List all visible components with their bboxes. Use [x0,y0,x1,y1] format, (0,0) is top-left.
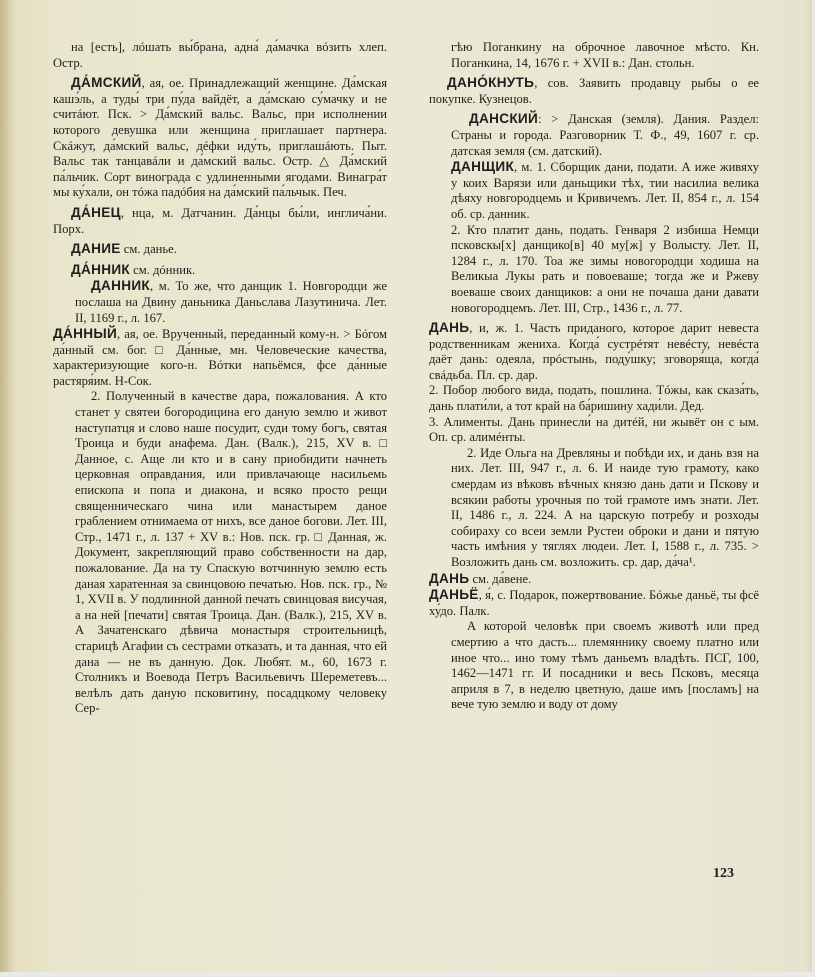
entry-text: , ая, ое. Врученный, переданный кому-н. > Бóгом да́нный см. бог. □ Да́нные, мн. Человеческие качества, характеризующие кого-н. Вóтки напьёмся, фсе да́нные растяря́им. Н-Сок. [53,327,387,388]
entry-damskiy [53,75,387,201]
entry-text: см. да́вене. [469,571,532,586]
headword: ДАНЬ [429,320,470,336]
entry-danyo [429,587,759,619]
right-column [429,40,759,713]
entry-dannik-ref [53,262,387,279]
entry-text: см. данье. [120,242,177,257]
entry-text: , я́, с. Подарок, пожертвование. Бóжье даньё, ты фсё ху́до. Палк. [429,588,759,618]
entry-text: , сов. Заявить продавцу рыбы о ее покупке. Кузнецов. [429,76,759,106]
headword: ДАНИЕ [71,241,121,257]
entry-text: А которой человѣк при своемъ животѣ или пред смертию а что дасть... племяннику своему платно или иное что... ино тому тѣмъ даньемъ владѣть. ПСГ, 100, 1462—1471 гг. И посадники и весь Псковъ, месяца априля в 7, в неделю цветную, даше имъ [посламъ] на вече тую землю и воду от дому [451,619,759,712]
headword: ДАНЬЁ [429,587,479,603]
continuation-text [429,40,759,71]
headword: ДА́НЕЦ [71,204,121,220]
headword: ДАНСКИЙ [469,111,539,127]
entry-danskiy [429,111,759,159]
sense-2-danny [53,389,387,716]
entry-dan-ref [429,571,759,588]
page-number: 123 [713,866,734,881]
headword: ДАНЩИК [451,159,515,175]
entry-text: , ая, ое. Принадлежащий женщине. Да́мская кашэ́ль, а туды́ три пу́да вайдёт, а да́мскаю су́мачку и не считáют. Пск. > Да́мский вальс. Вальс, при исполнении которого девушка или женщина приглашает партнера. Скáжут, да́мский вальс, дéфки иду́ть, приглашáють. Пыт. Вальс так танцавáли и да́мский вальс. Остр. △ Да́мский па́льчик. Сорт винограда с удлиненными ягодами. Винагра́т мы ку́хали, он тóжа падóбия на да́мский па́льчык. Печ. [53,76,387,200]
entry-text: на [есть], лóшать вы́брана, адна́ да́мачка вóзить хлеп. Остр. [53,40,387,70]
headword: ДАННИК [91,278,151,294]
headword: ДА́МСКИЙ [71,75,142,91]
entry-text: 3. Алименты. Дань принесли́ на дитéй, ни жывёт он с ым. Оп. ср. алимéнты. [429,414,759,445]
historical-sense-2-dan [429,446,759,571]
entry-text: гѣю Поганкину на оброчное лавочное мѣсто. Кн. Поганкина, 14, 1676 г. + XVII в.: Дан. стольн. [451,40,759,70]
entry-dannik [53,278,387,326]
entry-text: см. дóнник. [130,262,196,277]
entry-text: , и, ж. 1. Часть приданого, которое дарит невеста родственникам жениха. Когда́ сустрéтят невéсту, невéста даёт дань: одеяла, прóстынь, поду́шку; зговоря́ща, когда́ свáдьба. Пл. ср. дар. [429,321,759,382]
entry-danoknut [429,75,759,107]
entry-text: , м. То же, что данщик 1. Новгородци же послаша на Двину даньника Даньслава Лазутинича. Лет. II, 1169 г., л. 167. [75,279,387,325]
headword: ДА́ННЫЙ [53,326,118,342]
continuation-text [53,40,387,71]
entry-text: 2. Иде Ольга на Древляны и побѣди их, и дань взя на них. Лет. III, 947 г., л. 6. И наиде тую грамоту, како смердам из вѣковъ вѣчных князю дань дати и Пскову и всякии работы урочныя по той грамоте имъ знати. Лет. II, 1486 г., л. 224. А на царскую потребу и розходы собираху со всеи земли Рустеи оброки и дани и пятую часть имѣния у тяглях людеи. Лет. I, 1588 г., л. 735. > Возложить дань см. возложить. ср. дар, да́ча¹. [451,445,759,569]
entry-danny [53,326,387,389]
entry-text: 2. Побор любого вида, подать, пошлина. Тóжы, как сказа́ть, дань плати́ли, а тот край на ба́ришину хади́ли. Дед. [429,383,759,414]
entry-text: , нца, м. Датчанин. Да́нцы бы́ли, инглича́ни. Порх. [53,205,387,236]
left-column [53,40,387,717]
entry-text: , м. 1. Сборщик дани, подати. А иже живяху у коих Варязи или даньщики тѣх, тии насилиа велика дѣяху новгородцемь и Кривичемъ. Лет. II, 854 г., л. 154 об. ср. данник. [451,160,759,221]
historical-sense-danyo [429,619,759,713]
entry-text: : > Данская (земля). Дания. Раздел: Страны и города. Разговорник Т. Ф., 49, 1607 г. ср. датская земля (см. датский). [451,112,759,158]
sense-2-danshchik [429,223,759,317]
entry-danie [53,241,387,258]
headword: ДАНО́КНУТЬ [447,75,535,91]
sense-2-dan [429,383,759,414]
sense-3-dan [429,415,759,446]
headword: ДАНЬ [429,570,470,586]
headword: ДА́ННИК [71,261,131,277]
entry-text: 2. Кто платит дань, подать. Генваря 2 избиша Немци псковскы[х] данщико[в] 40 му[ж] у Волысту. Лет. II, 1284 г., л. 170. Тоа же зимы новогородци ходиша на Великыа Лукы рать и повоеваше; тогда же и Ржеву воеваше своих данщиков: а они не почаша дани давати новогородцемъ. Лет. III, Стр., 1436 г., л. 77. [451,222,759,315]
entry-dan [429,320,759,383]
entry-danshchik [429,159,759,222]
entry-danets [53,205,387,237]
entry-text: 2. Полученный в качестве дара, пожалования. А кто станет у святеи богородицина его даную землю и живот наступатця и слово наше посудит, суди тому богъ, святая Троица и буди анафема. Дан. (Валк.), 215, XV в. □ Данное, с. Аще ли кто и в сану приобидити начнеть церковная оправдания, или привлачающе насильемь епископа и попа и диакона, и всяко просто рещи священническаго чина или манастырем даное граблением отнимаема от нихъ, все даное богови. Лет. III, Стр., 1471 г., л. 137 + XV в.: Нов. пск. гр. □ Данная, ж. Документ, закрепляющий право собственности на дар, пожалование. Да на ту Спаскую вотчинную землю есть даная харатенная за свинцовою печатью. Нов. пск. гр., № 1, XVII в. У подлинной данной печать свинцовая висучая, а на ней [печати] святая Троица. Дан. (Валк.), 215, XV в. А Зачатенскаго дѣвича монастыря строительницѣ, старицѣ Агафии съ сестрами отказать, и та данная, что ей дана — не въ данную. Док. Любят. м., 60, 1673 г. Столникъ и Воевода Петръ Васильевичъ Шереметевъ... велѣлъ дать даную псковитину, посадцкому человеку Сер- [75,389,387,716]
